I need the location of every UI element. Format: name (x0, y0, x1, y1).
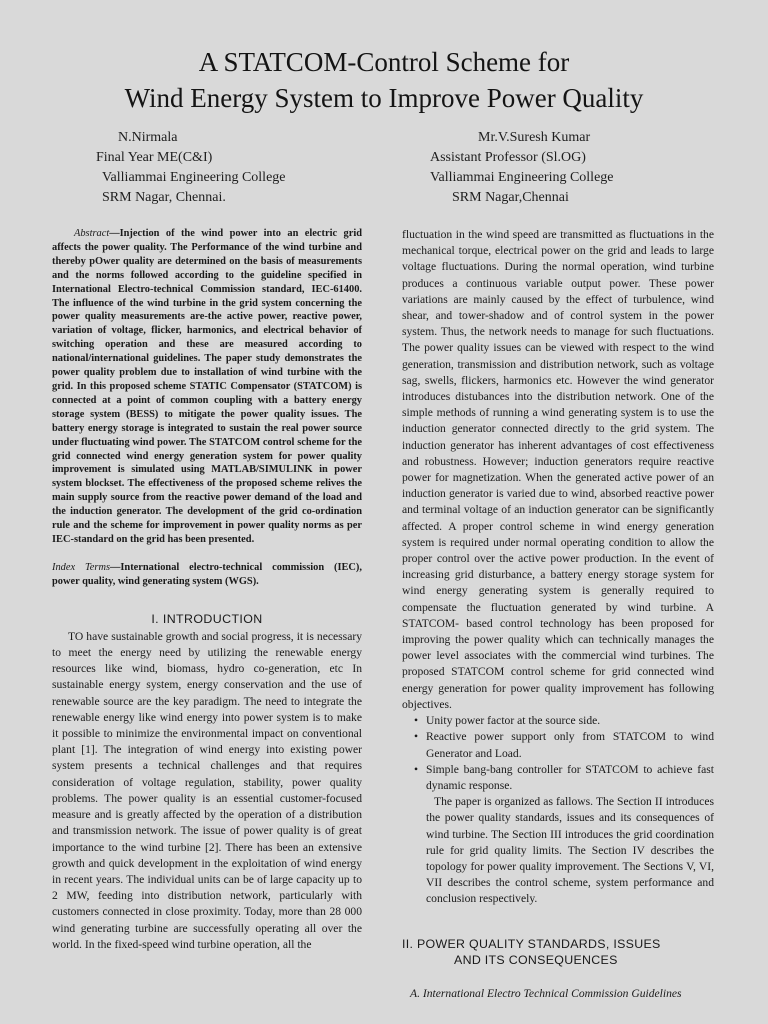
author-name: Mr.V.Suresh Kumar (478, 130, 591, 145)
author-college: Valliammai Engineering College (102, 170, 286, 185)
section-heading-introduction: I. INTRODUCTION (151, 611, 263, 626)
author-college: Valliammai Engineering College (430, 170, 614, 185)
list-item: • Reactive power support only from STATCOM to wind Generator and Load. (414, 729, 714, 761)
author-location: SRM Nagar,Chennai (452, 190, 569, 205)
abstract-text: —Injection of the wind power into an electric grid affects the power quality. The Performance of the wind turbine and thereby pOwer quality are determined on the basis of measurements and the norms followed according to the guideline specified in International Electro-technical Commission standard, IEC-61400. The influence of the wind turbine in the grid system concerning the power quality measurements are-the active power, reactive power, variation of voltage, flicker, harmonics, and electrical behavior of switching operation and these are measured according to national/international guidelines. The paper study demonstrates the power quality problem due to installation of wind turbine with the grid. In this proposed scheme STATIC Compensator (STATCOM) is connected at a point of common coupling with a battery energy storage system (BESS) to mitigate the power quality issues. The battery energy storage is integrated to sustain the real power source under fluctuating wind power. The STATCOM control scheme for the grid connected wind energy generation system for power quality improvement is simulated using MATLAB/SIMULINK in power system blockset. The effectiveness of the proposed scheme relives the main supply source from the reactive power demand of the load and the induction generator. The development of the grid co-ordination rule and the scheme for improvement in power quality norms as per IEC-standard on the grid has been presented. (52, 228, 362, 545)
left-column (52, 227, 362, 953)
author-position: Final Year ME(C&I) (96, 150, 213, 165)
abstract-lead: Abstract (74, 228, 110, 239)
author-position: Assistant Professor (Sl.OG) (430, 150, 586, 165)
introduction-paragraph: TO have sustainable growth and social progress, it is necessary to meet the energy need by utilizing the renewable energy resources like wind, biomass, hydro co-generation, etc In sustainable energy system, energy conservation and the use of renewable source are the key paradigm. The need to integrate the renewable energy like wind energy into power system is to make it possible to minimize the environmental impact on conventional plant [1]. The integration of wind energy into existing power system presents a technical challenges and that requires consideration of voltage regulation, stability, power quality problems. The power quality is an essential customer-focused measure and is greatly affected by the operation of a distribution and transmission network. The issue of power quality is of great importance to the wind turbine [2]. There has been an extensive growth and quick development in the exploitation of wind energy in recent years. The individual units can be of large capacity up to 2 MW, feeding into distribution network, particularly with customers connected in close proximity. Today, more than 28 000 wind generating turbine are successfully operating all over the world. In the fixed-speed wind turbine operation, all the (52, 629, 362, 951)
author-location: SRM Nagar, Chennai. (102, 190, 226, 205)
title-line-1: A STATCOM-Control Scheme for (198, 47, 570, 77)
list-item: • Unity power factor at the source side. (414, 713, 714, 729)
organization-paragraph: The paper is organized as fallows. The Section II introduces the power quality standards, issues and its consequences of wind turbine. The Section III introduces the grid coordination rule for grid quality limits. The Section IV describes the topology for power quality improvement. The Sections V, VI, VII describes the control scheme, system performance and conclusion respectively. (426, 795, 714, 906)
section-heading-line-1: II. POWER QUALITY STANDARDS, ISSUES (402, 936, 661, 951)
title-line-2: Wind Energy System to Improve Power Quality (124, 83, 644, 113)
abstract (52, 227, 362, 547)
author-block-left (96, 128, 286, 208)
paper-title (0, 44, 768, 116)
subsection-heading-iec: A. International Electro Technical Commission Guidelines (410, 986, 682, 1000)
author-name: N.Nirmala (118, 130, 178, 145)
index-terms (52, 561, 362, 589)
index-terms-text: —International electro-technical commission (IEC), power quality, wind generating system (WGS). (52, 561, 362, 587)
continued-paragraph: fluctuation in the wind speed are transmitted as fluctuations in the mechanical torque, electrical power on the grid and leads to large voltage fluctuations. During the normal operation, wind turbine produces a continuous variable output power. These power variations are mainly caused by the effect of turbulence, wind shear, and tower-shadow and of control system in the power system. Thus, the network needs to manage for such fluctuations. The power quality issues can be viewed with respect to the wind generation, transmission and distribution network, such as voltage sag, swells, flickers, harmonics etc. However the wind generator introduces distubances into the distribution network. One of the simple methods of running a wind generating system is to use the induction generator connected directly to the grid system. The induction generator has inherent advantages of cost effectiveness and robustness. However; induction generators require reactive power for magnetization. When the generated active power of an induction generator is varied due to wind, absorbed reactive power and terminal voltage of an induction generator can be significantly affected. A proper control scheme in wind energy generation system is required under normal operating condition to allow the proper control over the active power production. In the event of increasing grid disturbance, a battery energy storage system for wind energy generating system is generally required to compensate the fluctuation generated by wind turbine. A STATCOM- based control technology has been proposed for improving the power quality which can technically manages the power level associates with the commercial wind turbines. The proposed STATCOM control scheme for grid connected wind energy generation for power quality improvement has following objectives. (402, 228, 714, 711)
section-heading-power-quality (402, 936, 714, 968)
author-block-right (430, 128, 614, 208)
list-item: • Simple bang-bang controller for STATCOM to achieve fast dynamic response. (414, 762, 714, 794)
index-terms-lead: Index Terms (52, 561, 110, 573)
section-heading-line-2: AND ITS CONSEQUENCES (454, 952, 618, 967)
objectives-list (402, 713, 714, 794)
right-column (402, 227, 714, 1002)
